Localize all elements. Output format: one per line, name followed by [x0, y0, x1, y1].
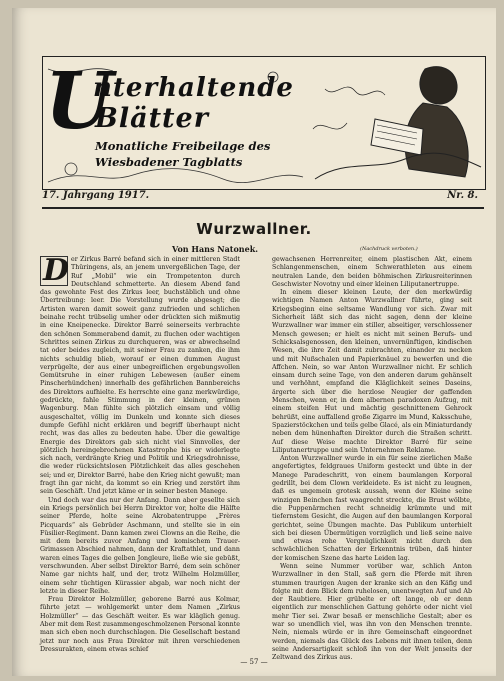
drop-cap: D [40, 256, 68, 286]
paragraph: In einem dieser kleinen Leute, der den merkwürdig wichtigen Namen Anton Wurzwallner führte, ging seit Kriegsbeginn eine seltsame Wandlung vor sich. Zwar mit Sicherheit läßt sich das nicht sagen, denn der kleine Wurzwallner war immer ein stiller, abseitiger, verschlossener Mensch gewesen; er hielt es nicht mit seinen Berufs- und Schicksalsgenossen, den kleinen, unvernünftigen, kindischen Wesen, die ihre Zeit damit zubrachten, einander zu necken und mit Nußschalen und Papierknäuel zu bewerfen und die Affchen. Nein, so war Anton Wurzwallner nicht. Er schlich einsam durch seine Tage, von den anderen darum gehänselt und verhöhnt, empfand die Kläglichkeit seines Daseins, ärgerte sich über die herzlose Neugier der gaffenden Menschen, wenn er, in dem albernen paradoxen Aufzug, mit einem steifen Hut und mächtig geschnittenem Gehrock behrüßt, eine auffallend große Zigarre im Mund, Kaksschuhe, Spazierstöckchen und teils gelbe Glacé, als ein Miniaturdandy neben dem hünenhaften Direktor durch die Straßen schritt. Auf diese Weise machte Direktor Barré für seine Liliputanertruppe und sein Unternehmen Reklame. [272, 289, 472, 454]
newspaper-page [12, 8, 496, 676]
paragraph: gewachsenen Herrenreiter, einem plastischen Akt, einem Schlangenmenschen, einem Schwerathleten aus einem neutralen Lande, den beiden böhmischen Zirkusreiterinnen Geschwister Novotny und einer kleinen Liliputanertruppe. [272, 256, 472, 288]
masthead-title-line2: Blätter [95, 103, 209, 134]
issue-line [42, 190, 484, 204]
article-title: Wurzwallner. [196, 220, 312, 238]
text-column-left [40, 253, 240, 653]
issue-number: Nr. 8. [447, 190, 478, 201]
masthead-title-line1: nterhaltende [93, 73, 294, 103]
reader-illustration [305, 59, 483, 187]
reprint-note: (Nachdruck verboten.) [360, 246, 418, 252]
article-byline: Von Hans Natonek. [172, 244, 259, 254]
paragraph: Und doch war das nur der Anfang. Dann aber gesellte sich ein Kriegs persönlich bei Herrn Direktor vor, holte die Hälfte seiner Pferde, holte seine Akrobatentruppe „Frères Picquards“ als Gebrüder Aschmann, und stellte sie in ein Füsilier-Regiment. Dann kamen zwei Clowns an die Reihe, die mit dem bereits zuvor Anfang und komischem Trauer-Grimassen Abschied nahmen, dann der Kraftathlet, und dann waren eines Tages die gelben Jongleure, ließe wie sie gebüßt, verschwunden. Aber selbst Direktor Barré, dem sein schöner Name gar nichts half, und der, trotz Wilhelm Holzmüller, einem sehr tüchtigen Kürassier abgab, war noch nicht der letzte in dieser Reihe. [40, 496, 240, 595]
masthead-initial: U [45, 56, 114, 147]
page-number: — 57 — [240, 658, 268, 666]
masthead-subtitle-line2: Wiesbadener Tagblatts [95, 155, 243, 169]
masthead-subtitle-line1: Monatliche Freibeilage des [95, 139, 271, 153]
text-column-right [272, 256, 472, 662]
header-divider [42, 207, 484, 209]
paragraph: Wenn seine Nummer vorüber war, schlich Anton Wurzwallner in den Stall, saß gern die Pferde mit ihren stummen traurigen Augen der kranke sich an den Käfig und folgte mit dem Blick dem ruhelosen, unentwegten Auf und Ab der Raubtiere. Hier grübelte er oft lange, ob er denn eigentlich zur menschlichen Gattung gehörte oder nicht viel mehr Tier sei. Zwar besaß er menschliche Gestalt; aber es war so unendlich viel, was ihn von den Menschen trennte. Nein, niemals würde er in ihre Gemeinschaft eingeordnet werden, niemals das Glück des Lebens mit ihnen teilen, denn seine Andersartigkeit schloß ihn von der Welt jenseits der Zeltwand des Zirkus aus. [272, 562, 472, 662]
paragraph: Anton Wurzwallner wurde in ein für seine zierlichen Maße angefertigtes, feldgraues Uniform gesteckt und übte in der Manege Paradeschritt, von einem baumlangen Korporal gedrillt, bei dem Clown verkleidete. Es ist nicht zu leugnen, daß es ungemein grotesk aussah, wenn der Kleine seine winzigen Beinchen fast waagrecht streckte, die Brust wölbte, die Puppenärmchen recht schneidig krümmte und mit tiefernstem Gesicht, die Augen auf den baumlangen Korporal gerichtet, seine Übungen machte. Das Publikum unterhielt sich bei diesen Übermütigen vorzüglich und ließ seine naive und etwas rohe Vergnüglichkeit nicht durch den schwächlichen Schatten der Erkenntnis trüben, daß hinter der komischen Szene das harte Leiden lag. [272, 455, 472, 562]
paragraph: Frau Direktor Holzmüller, geborene Barré aus Kolmar, führte jetzt — wohlgemerkt unter dem Namen „Zirkus Holzmüller“ — das Geschäft weiter. Es war kläglich genug. Aber mit dem Rest zusammengeschmolzenen Personal konnte man sich eben noch durchschlagen. Die Gesellschaft bestand jetzt nur noch aus Frau Direktor mit ihren verschiedenen Dressurakten, einem etwas schief [40, 596, 240, 653]
issue-year: 17. Jahrgang 1917. [42, 190, 150, 201]
paragraph: er Zirkus Barré befand sich in einer mittleren Stadt Thüringens, als, an jenem unvergeßlichen Tage, der Ruf „Mobil“ wie ein Trompetenton durch Deutschland schmetterte. An diesem Abend fand das gewohnte Fest des Zirkus leer, buchstäblich und ohne Übertreibung: leer. Die Vorstellung wurde abgesagt; die Artisten waren damit soweit ganz zufrieden und schlichen beinahe recht trübselig umher oder drückten sich mißmutig in eine Kneipenecke. Direktor Barré seinerseits verbrachte den schönen Sommerabend damit, zu fluchen oder wachtigen Schrittes seinen Zirkus zu durchqueren, was er abwechselnd tat oder beides zugleich, mit seiner Frau zu zanken, die ihm nichts schuldig blieb, worauf er einen dummen August verprügelte, der aus einer unbegreiflichen ergebungsvollen Gemütsruhe in einer ruhigen Lebewesen (außer einem Pinscherhündchen) innerhalb des gefährlichen Bannbereichs des Direktors aufhielte. Es herrschte eine ganz merkwürdige, gedrückte, fahle Stimmung in der kleinen, grünen Wagenburg. Man fühlte sich plötzlich einsam und völlig ausgeschaltet, völlig im Dunkeln und konnte sich dieses dumpfe Gefühl nicht erklären und begriff überhaupt nicht recht, was das alles zu bedeuten habe. Über die gewaltige Energie des Direktors gab sich nicht viel Sinnvolles, der plötzlich hereingebrochenen Katastrophe bis er widerlegte sich nach, verdrängte Krieg und Politik und Kriegsdrohnisse, die weder rücksichtslosen Plötzlichkeit das alles geschehen sei; und er, Direktor Barré, habe den Krieg nicht gewußt; man fragt ihn gar nicht, da kommt so ein Krieg und zerstört ihm sein Geschäft. Und jetzt käme er in seiner besten Manege. [40, 256, 240, 496]
masthead [42, 56, 486, 190]
